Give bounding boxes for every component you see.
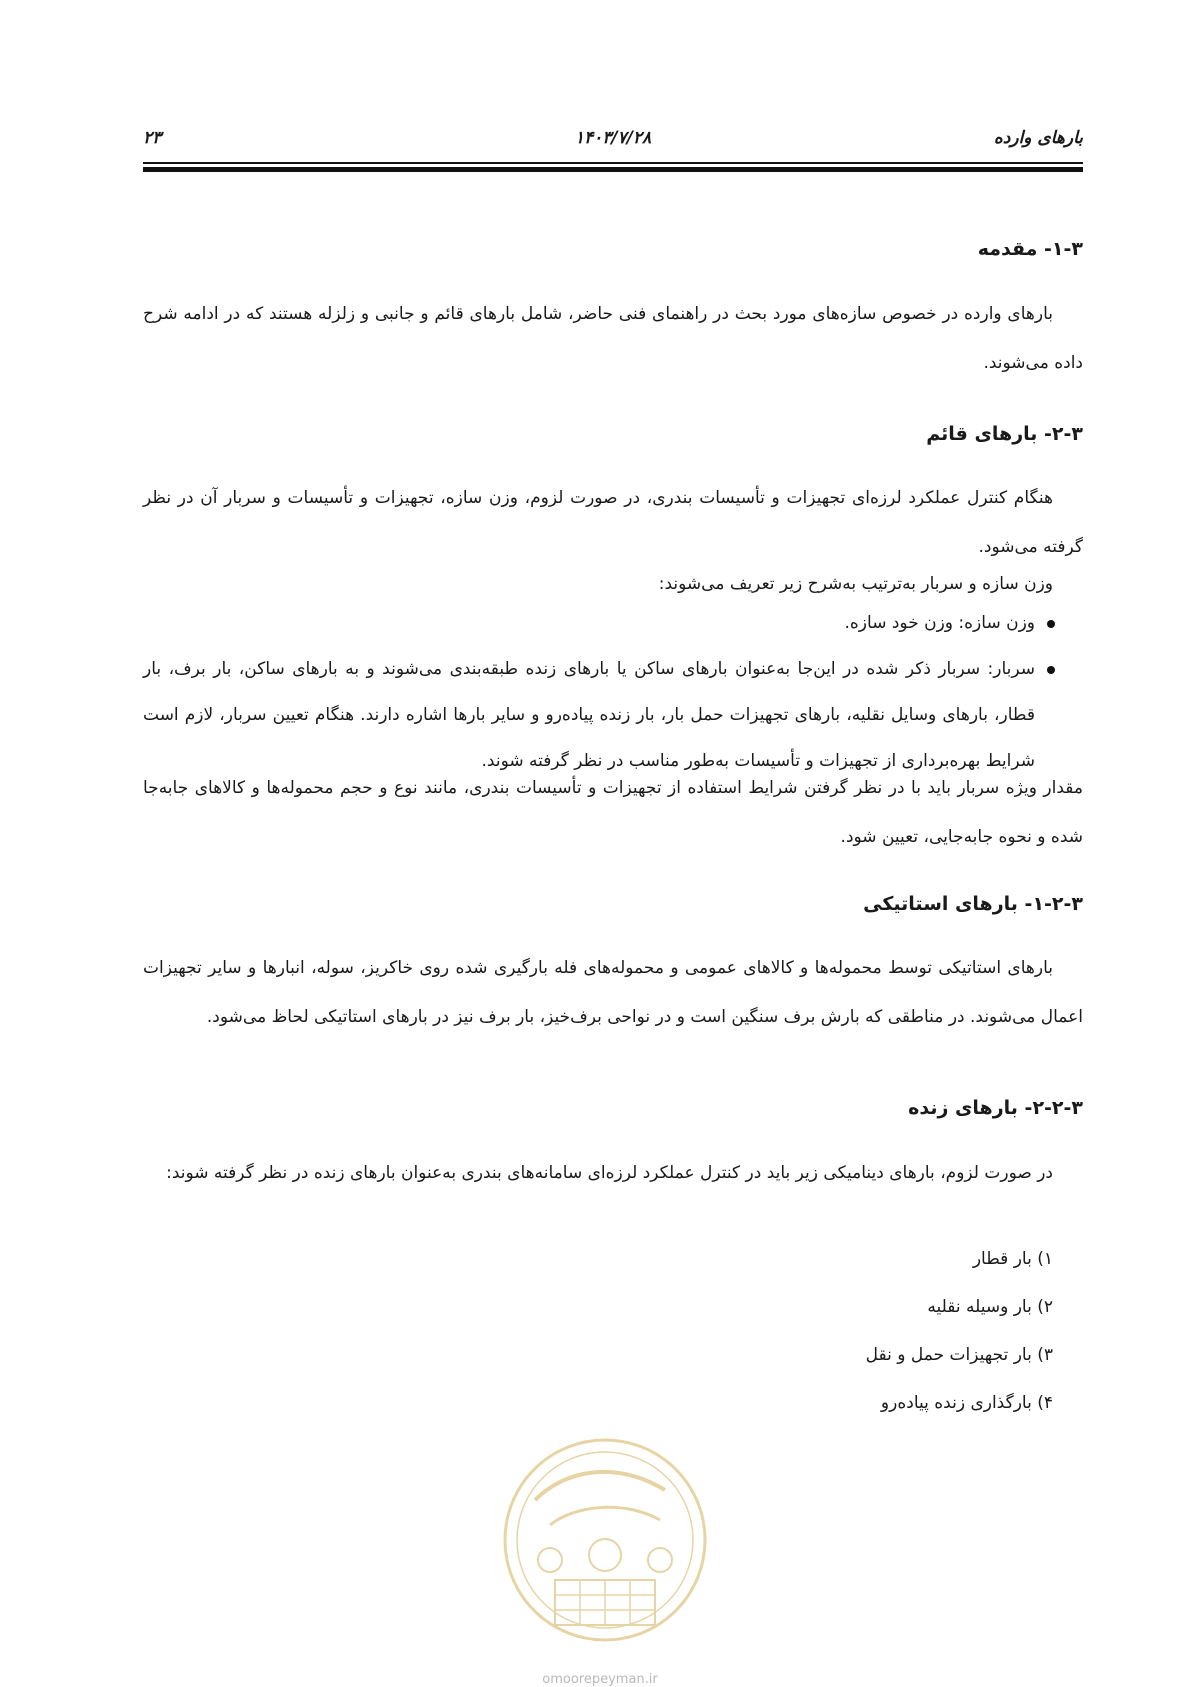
heading-vertical-loads: ۲-۳- بارهای قائم: [926, 423, 1083, 445]
heading-introduction: ۱-۳- مقدمه: [977, 238, 1083, 260]
numbered-list: [143, 1235, 1083, 1427]
watermark-logo-icon: [495, 1430, 715, 1670]
paragraph-vertical-loads-3: مقدار ویژه سربار باید با در نظر گرفتن شرایط استفاده از تجهیزات و تأسیسات بندری، مانند نوع و حجم محموله‌ها و کالاهای جابه‌جا شده و نحوه جابه‌جایی، تعیین شود.: [143, 778, 1083, 847]
paragraph-live-loads: در صورت لزوم، بارهای دینامیکی زیر باید در کنترل عملکرد لرزه‌ای سامانه‌های بندری به‌عنوان بارهای زنده در نظر گرفته شوند:: [166, 1163, 1053, 1183]
heading-live-loads: ۲-۲-۳- بارهای زنده: [908, 1097, 1083, 1119]
bullet-dot-icon: [1047, 666, 1055, 674]
heading-static-loads: ۱-۲-۳- بارهای استاتیکی: [863, 893, 1083, 915]
bullet-dot-icon: [1047, 620, 1055, 628]
list-item: ۴) بارگذاری زنده پیاده‌رو: [880, 1393, 1053, 1413]
paragraph-static-loads: بارهای استاتیکی توسط محموله‌ها و کالاهای عمومی و محموله‌های فله بارگیری شده روی خاکریز، سوله، انبارها و سایر تجهیزات اعمال می‌شوند. در مناطقی که بارش برف سنگین است و در نواحی برف‌خیز، بار برف نیز در بارهای استاتیکی لحاظ می‌شود.: [143, 958, 1083, 1027]
list-item: ۲) بار وسیله نقلیه: [927, 1297, 1053, 1317]
paragraph-vertical-loads-2: وزن سازه و سربار به‌ترتیب به‌شرح زیر تعریف می‌شوند:: [658, 574, 1053, 594]
paragraph-introduction: بارهای وارده در خصوص سازه‌های مورد بحث در راهنمای فنی حاضر، شامل بارهای قائم و جانبی و زلزله هستند که در ادامه شرح داده می‌شوند.: [143, 304, 1083, 373]
bullet-item: [143, 600, 1083, 646]
page-header: [143, 128, 1083, 158]
chapter-title: بارهای وارده: [993, 128, 1083, 148]
header-rule-thin: [143, 162, 1083, 164]
list-item: ۳) بار تجهیزات حمل و نقل: [865, 1345, 1053, 1365]
list-item: ۱) بار قطار: [972, 1249, 1053, 1269]
watermark-url: omoorepeyman.ir: [542, 1672, 658, 1687]
page-number: ۲۳: [143, 128, 162, 148]
paragraph-vertical-loads-1: هنگام کنترل عملکرد لرزه‌ای تجهیزات و تأسیسات بندری، در صورت لزوم، وزن سازه، تجهیزات و تأسیسات و سربار آن در نظر گرفته می‌شود.: [143, 488, 1083, 557]
bullet-list: [143, 600, 1083, 784]
bullet-text: سربار: سربار ذکر شده در این‌جا به‌عنوان بارهای ساکن یا بارهای زنده طبقه‌بندی می‌شوند و به بارهای ساکن، بار برف، بار قطار، بارهای وسایل نقلیه، بارهای تجهیزات حمل بار، بار زنده پیاده‌رو و سایر بارها اشاره دارند. هنگام تعیین سربار، لازم است شرایط بهره‌برداری از تجهیزات و تأسیسات به‌طور مناسب در نظر گرفته شوند.: [143, 659, 1035, 771]
header-rule-thick: [143, 167, 1083, 172]
bullet-text: وزن سازه: وزن خود سازه.: [844, 613, 1035, 633]
header-date: ۱۴۰۳/۷/۲۸: [574, 128, 652, 148]
